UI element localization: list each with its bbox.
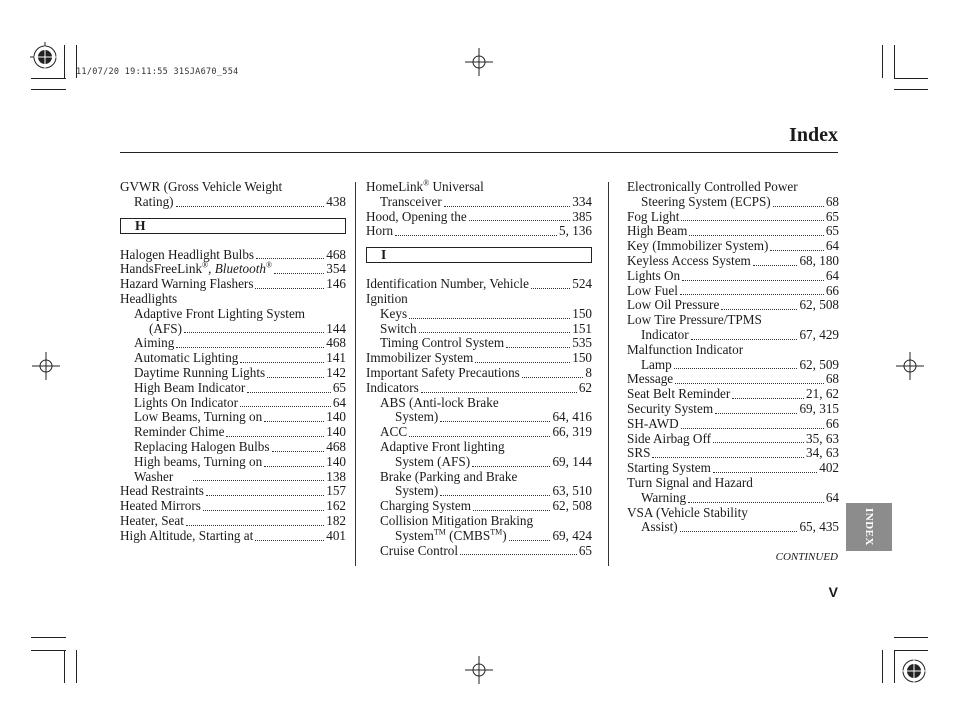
index-column-2	[366, 180, 592, 558]
section-letter-i: I	[366, 247, 592, 263]
index-entry: Hazard Warning Flashers 146	[120, 276, 346, 292]
title-rule	[120, 152, 838, 153]
index-entry: Lights On 64	[627, 267, 839, 283]
index-entry: Turn Signal and Hazard	[627, 474, 753, 490]
index-entry: Reminder Chime 140	[134, 424, 346, 440]
index-entry: Rating) 438	[134, 193, 346, 209]
crosshair-icon	[32, 352, 60, 380]
column-divider	[355, 182, 356, 566]
index-entry: Adaptive Front Lighting System	[134, 305, 306, 321]
index-entry: Ignition	[366, 290, 408, 306]
index-entry: HomeLink® Universal	[366, 178, 484, 194]
index-entry: Steering System (ECPS) 68	[641, 193, 839, 209]
index-entry: Warning 64	[641, 489, 839, 505]
index-entry: Low Oil Pressure 62, 508	[627, 297, 839, 313]
index-entry: Assist) 65, 435	[641, 519, 839, 535]
index-entry: Hood, Opening the 385	[366, 208, 592, 224]
index-entry: Lamp 62, 509	[641, 356, 839, 372]
column-divider	[608, 182, 609, 566]
index-entry: Heated Mirrors 162	[120, 498, 346, 514]
index-entry: High Beam 65	[627, 223, 839, 239]
index-entry: System (AFS) 69, 144	[395, 453, 592, 469]
index-entry: Low Tire Pressure/TPMS	[627, 312, 762, 328]
index-entry: Aiming 468	[134, 335, 346, 351]
index-entry: HandsFreeLink®, Bluetooth® 354	[120, 261, 346, 277]
index-entry: Identification Number, Vehicle 524	[366, 276, 592, 292]
index-entry: Automatic Lighting 141	[134, 350, 346, 366]
index-entry: Starting System 402	[627, 460, 839, 476]
index-entry: High beams, Turning on 140	[134, 453, 346, 469]
index-entry: Immobilizer System 150	[366, 350, 592, 366]
index-entry: Halogen Headlight Bulbs 468	[120, 246, 346, 262]
index-entry: (AFS) 144	[149, 320, 346, 336]
registration-mark-icon	[30, 42, 60, 72]
index-entry: Keys 150	[380, 305, 592, 321]
index-entry: SRS 34, 63	[627, 445, 839, 461]
index-entry: Important Safety Precautions 8	[366, 364, 592, 380]
index-entry: Electronically Controlled Power	[627, 179, 798, 194]
index-entry: Collision Mitigation Braking	[380, 512, 534, 528]
index-entry: Fog Light 65	[627, 208, 839, 224]
index-entry: System) 63, 510	[395, 483, 592, 499]
index-entry: Replacing Halogen Bulbs 468	[134, 438, 346, 454]
page-title: Index	[789, 124, 838, 146]
index-entry: SH-AWD 66	[627, 415, 839, 431]
index-column-3	[627, 180, 839, 535]
index-entry: High Altitude, Starting at 401	[120, 527, 346, 543]
index-entry: Switch 151	[380, 320, 592, 336]
index-entry: Malfunction Indicator	[627, 341, 744, 357]
index-entry: System™ (CMBS™) 69, 424	[395, 527, 592, 543]
index-entry: Transceiver 334	[380, 193, 592, 209]
index-entry: VSA (Vehicle Stability	[627, 504, 748, 520]
index-entry: Head Restraints 157	[120, 483, 346, 499]
index-entry: Message 68	[627, 371, 839, 387]
index-entry: Indicators 62	[366, 379, 592, 395]
crosshair-icon	[465, 656, 493, 684]
index-entry: Low Beams, Turning on 140	[134, 409, 346, 425]
index-entry: Indicator 67, 429	[641, 326, 839, 342]
index-entry: Timing Control System 535	[380, 335, 592, 351]
index-entry: System) 64, 416	[395, 409, 592, 425]
index-entry: Horn 5, 136	[366, 223, 592, 239]
continued-note: CONTINUED	[775, 551, 838, 563]
page-number: V	[828, 584, 838, 600]
index-entry: Keyless Access System 68, 180	[627, 252, 839, 268]
index-entry: Washer 138	[134, 468, 346, 484]
section-letter-h: H	[120, 218, 346, 234]
index-entry: Cruise Control 65	[380, 542, 592, 558]
index-entry: Seat Belt Reminder 21, 62	[627, 386, 839, 402]
index-entry: ACC 66, 319	[380, 424, 592, 440]
index-entry: Low Fuel 66	[627, 282, 839, 298]
index-entry: Heater, Seat 182	[120, 512, 346, 528]
index-entry: Daytime Running Lights 142	[134, 364, 346, 380]
index-entry: Key (Immobilizer System) 64	[627, 238, 839, 254]
index-entry: Charging System 62, 508	[380, 498, 592, 514]
index-entry: Security System 69, 315	[627, 400, 839, 416]
index-entry: Adaptive Front lighting	[380, 438, 505, 454]
crosshair-icon	[465, 48, 493, 76]
index-entry: High Beam Indicator 65	[134, 379, 346, 395]
index-entry: Lights On Indicator 64	[134, 394, 346, 410]
index-column-1	[120, 180, 346, 544]
index-entry: GVWR (Gross Vehicle Weight	[120, 179, 283, 194]
index-entry: Headlights	[120, 290, 178, 306]
index-thumb-tab	[846, 503, 892, 551]
index-entry: Brake (Parking and Brake	[380, 468, 518, 484]
index-entry: ABS (Anti-lock Brake	[380, 394, 499, 410]
print-slug: 11/07/20 19:11:55 31SJA670_554	[76, 67, 239, 77]
index-entry: Side Airbag Off 35, 63	[627, 430, 839, 446]
crosshair-icon	[896, 352, 924, 380]
index-tab-label: INDEX	[863, 508, 875, 546]
registration-mark-icon	[899, 656, 929, 686]
